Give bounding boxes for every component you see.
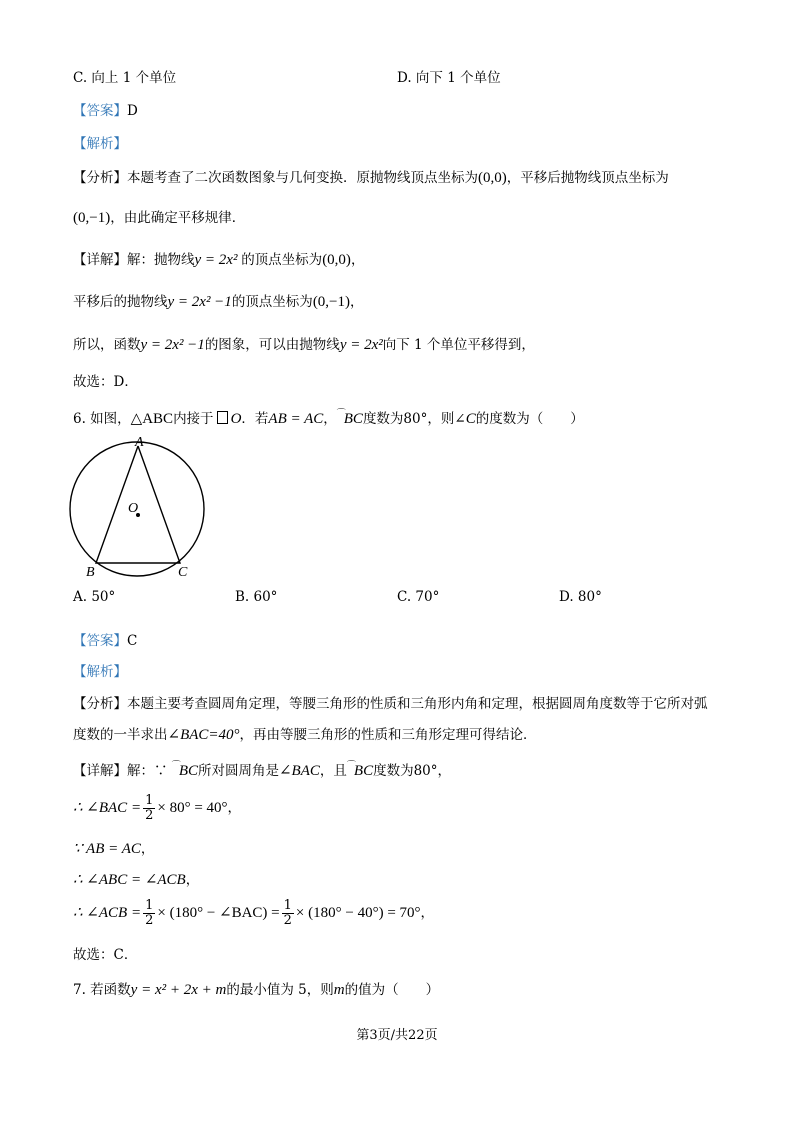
answer-tag: 【答案】 [73, 633, 127, 649]
fraction [282, 899, 294, 928]
arc-mark-icon: ⌒ [346, 761, 356, 771]
xiangjie-tag: 【详解】 [73, 763, 127, 779]
math: (0,−1) [73, 210, 111, 226]
arc-mark-icon: ⌒ [171, 761, 181, 771]
q5-choice-line: 故选：D． [73, 374, 138, 390]
q6-option-d: D. 80° [559, 589, 602, 605]
text: 平移后的抛物线 [73, 294, 168, 310]
math: m [333, 982, 345, 998]
math: C [465, 411, 476, 427]
math: ∴ ∠ACB = [73, 905, 142, 921]
fraction [143, 794, 155, 823]
q6-option-c: C. 70° [397, 589, 440, 605]
denominator: 2 [145, 808, 154, 823]
math: ∵ [73, 841, 87, 857]
q6-choice-line: 故选：C． [73, 947, 138, 963]
text: 6. 如图， [73, 411, 131, 427]
math: △ABC [130, 411, 174, 427]
math: BC [353, 763, 374, 779]
circle-symbol-icon [217, 411, 228, 424]
q5-option-d: D. 向下 1 个单位 [397, 70, 501, 86]
text: ，由此确定平移规律． [110, 210, 246, 226]
math: BC [178, 763, 198, 779]
analysis-tag: 【解析】 [73, 136, 127, 152]
text: 的最小值为 5，则 [226, 982, 334, 998]
q6-answer: C [127, 633, 138, 649]
text: ， [420, 905, 435, 921]
math: (0,−1) [312, 294, 351, 310]
q5-answer-line [73, 99, 138, 119]
q6-step-2 [73, 794, 241, 823]
q6-option-b: B. 60° [235, 589, 278, 605]
q6-stem [73, 406, 584, 428]
fenxi-tag: 【分析】 [73, 170, 127, 186]
q5-answer: D [127, 103, 138, 119]
label-c: C [178, 565, 188, 580]
fraction [143, 899, 155, 928]
q6-answer-line [73, 629, 137, 649]
math: ∠ABC = ∠ACB [86, 872, 186, 888]
math: ∠BAC [278, 763, 320, 779]
text: ， [185, 872, 200, 888]
q6-fenxi-line2 [73, 723, 537, 744]
denominator: 2 [145, 913, 154, 928]
q6-circle-figure [66, 434, 216, 582]
text: ， [350, 252, 365, 268]
q5-fenxi-line1 [73, 166, 669, 187]
q5-option-c: C. 向上 1 个单位 [73, 70, 177, 86]
math: AB = AC [268, 411, 324, 427]
text: 所对圆周角是 [197, 763, 279, 779]
text: 向下 1 个单位平移得到， [382, 337, 535, 353]
text: ， [140, 841, 155, 857]
math: BC [343, 411, 363, 427]
math: y = 2x² [339, 337, 383, 353]
q6-detail-line1 [73, 758, 451, 780]
label-o: O [128, 501, 139, 516]
text: 7. 若函数 [73, 982, 131, 998]
text: 解：∵ [127, 763, 172, 779]
math: ∴ [73, 872, 87, 888]
q6-step-5 [73, 899, 434, 928]
page-footer: 第3页/共22页 [356, 1028, 438, 1043]
q6-step-4 [73, 868, 199, 889]
label-a: A [135, 435, 144, 450]
numerator: 1 [145, 898, 154, 913]
answer-tag: 【答案】 [73, 103, 127, 119]
label-b: B [86, 565, 95, 580]
arc-mark-icon: ⌒ [336, 409, 346, 419]
fenxi-tag: 【分析】 [73, 696, 127, 712]
q6-analysis-line [73, 660, 127, 680]
numerator: 1 [283, 898, 292, 913]
text: 的图象，可以由抛物线 [204, 337, 340, 353]
text: ， [350, 294, 364, 310]
text: 度数为80°，则∠ [362, 411, 466, 427]
text: 所以，函数 [73, 337, 141, 353]
text: 的度数为（ ） [475, 411, 584, 427]
numerator: 1 [145, 793, 154, 808]
q5-detail-line2 [73, 290, 364, 311]
text: 内接于 [173, 411, 214, 427]
text: ， [323, 411, 337, 427]
xiangjie-tag: 【详解】 [73, 252, 127, 268]
math: × (180° − 40°) = 70° [295, 905, 421, 921]
math: × (180° − ∠BAC) = [157, 905, 280, 921]
math: y = x² + 2x + m [130, 982, 227, 998]
denominator: 2 [283, 913, 292, 928]
q5-detail-line1 [73, 248, 364, 269]
math: ∠BAC=40° [167, 727, 240, 743]
math: O [230, 411, 242, 427]
q6-step-3 [73, 837, 154, 858]
text: ．若 [241, 411, 269, 427]
q5-fenxi-line2 [73, 206, 245, 227]
math: AB = AC [86, 841, 141, 857]
math: (0,0) [478, 170, 507, 186]
q5-analysis-line [73, 132, 127, 152]
q5-detail-line3 [73, 333, 535, 354]
math: y = 2x² [194, 252, 242, 268]
q7-stem [73, 978, 439, 999]
math: y = 2x² −1 [140, 337, 205, 353]
math: y = 2x² −1 [167, 294, 232, 310]
text: ，且 [319, 763, 347, 779]
text: 的顶点坐标为 [241, 252, 323, 268]
text: 的值为（ ） [344, 982, 440, 998]
text: ，再由等腰三角形的性质和三角形定理可得结论． [239, 727, 537, 743]
q6-fenxi-line1 [73, 692, 708, 712]
text: 本题考查了二次函数图象与几何变换．原抛物线顶点坐标为 [127, 170, 478, 186]
math: ∴ ∠BAC = [73, 800, 142, 816]
text: 解：抛物线 [127, 252, 195, 268]
text: 度数的一半求出 [73, 727, 168, 743]
math: × 80° = 40° [157, 800, 228, 816]
text: 本题主要考查圆周角定理，等腰三角形的性质和三角形内角和定理，根据圆周角度数等于它所对弧 [127, 696, 708, 712]
text: ，平移后抛物线顶点坐标为 [506, 170, 669, 186]
text: 度数为80°， [373, 763, 452, 779]
text: ， [227, 800, 242, 816]
analysis-tag: 【解析】 [73, 664, 127, 680]
math: (0,0) [322, 252, 351, 268]
text: 的顶点坐标为 [231, 294, 313, 310]
q6-option-a: A. 50° [73, 589, 116, 605]
